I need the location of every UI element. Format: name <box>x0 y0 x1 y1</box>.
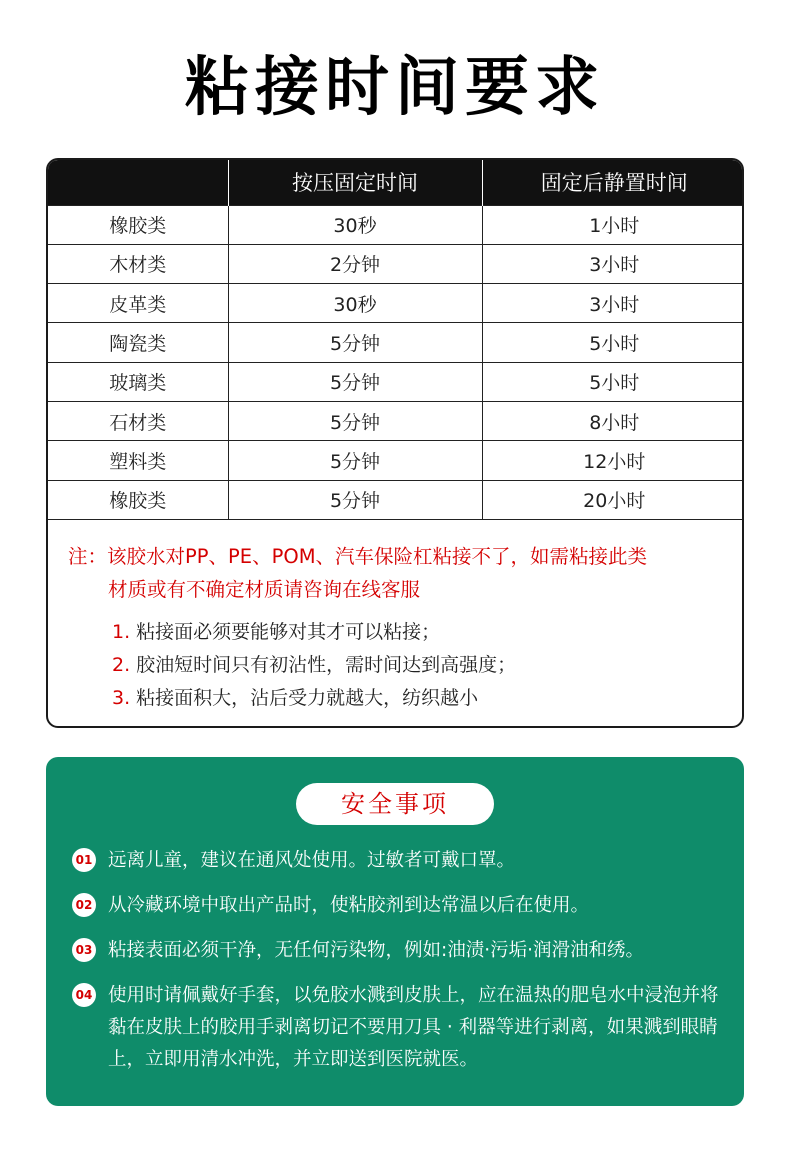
table-row <box>48 480 744 519</box>
cell-rest-time: 20小时 <box>482 480 744 519</box>
header-press-time: 按压固定时间 <box>228 160 482 205</box>
cell-rest-time: 1小时 <box>482 205 744 244</box>
list-item-text: 粘接面必须要能够对其才可以粘接； <box>136 620 441 643</box>
page-title: 粘接时间要求 <box>185 51 605 125</box>
safety-list <box>72 845 732 1089</box>
list-item-text: 粘接表面必须干净，无任何污染物，例如:油渍·污垢·润滑油和绣。 <box>108 940 644 961</box>
cell-material: 橡胶类 <box>48 205 228 244</box>
list-item-text: 远离儿童，建议在通风处使用。过敏者可戴口罩。 <box>108 850 516 871</box>
warning-note-line2: 材质或有不确定材质请咨询在线客服 <box>108 577 421 601</box>
table-row <box>48 441 744 480</box>
cell-material: 石材类 <box>48 401 228 440</box>
list-item-text: 粘接面积大，沾后受力就越大，纺织越小 <box>136 686 479 709</box>
bonding-time-table <box>48 160 744 520</box>
cell-press-time: 30秒 <box>228 284 482 323</box>
cell-rest-time: 5小时 <box>482 323 744 362</box>
list-item <box>72 845 732 877</box>
notes-section <box>48 520 742 715</box>
safety-section <box>46 757 744 1106</box>
cell-rest-time: 8小时 <box>482 401 744 440</box>
cell-material: 陶瓷类 <box>48 323 228 362</box>
list-item-number: 2. <box>112 653 131 676</box>
bonding-time-panel <box>46 158 744 728</box>
number-badge: 01 <box>72 848 96 872</box>
cell-material: 玻璃类 <box>48 362 228 401</box>
number-badge: 03 <box>72 938 96 962</box>
cell-rest-time: 12小时 <box>482 441 744 480</box>
header-rest-time: 固定后静置时间 <box>482 160 744 205</box>
list-item <box>72 980 732 1076</box>
table-header-row <box>48 160 744 205</box>
warning-note-line1: 注：该胶水对PP、PE、POM、汽车保险杠粘接不了，如需粘接此类 <box>68 544 648 568</box>
cell-press-time: 5分钟 <box>228 480 482 519</box>
cell-material: 橡胶类 <box>48 480 228 519</box>
cell-press-time: 2分钟 <box>228 244 482 283</box>
cell-press-time: 5分钟 <box>228 323 482 362</box>
cell-press-time: 5分钟 <box>228 362 482 401</box>
list-item-text: 从冷藏环境中取出产品时，使粘胶剂到达常温以后在使用。 <box>108 895 590 916</box>
cell-press-time: 30秒 <box>228 205 482 244</box>
list-item <box>112 682 742 715</box>
cell-material: 塑料类 <box>48 441 228 480</box>
header-material <box>48 160 228 205</box>
cell-rest-time: 3小时 <box>482 244 744 283</box>
list-item <box>112 616 742 649</box>
cell-material: 皮革类 <box>48 284 228 323</box>
table-row <box>48 284 744 323</box>
note-list <box>68 616 742 715</box>
table-row <box>48 362 744 401</box>
list-item <box>72 935 732 967</box>
list-item-number: 1. <box>112 620 131 643</box>
cell-rest-time: 3小时 <box>482 284 744 323</box>
number-badge: 04 <box>72 983 96 1007</box>
table-row <box>48 244 744 283</box>
table-row <box>48 401 744 440</box>
cell-rest-time: 5小时 <box>482 362 744 401</box>
cell-press-time: 5分钟 <box>228 401 482 440</box>
list-item-number: 3. <box>112 686 131 709</box>
number-badge: 02 <box>72 893 96 917</box>
safety-title: 安全事项 <box>296 783 494 825</box>
list-item-text: 使用时请佩戴好手套，以免胶水溅到皮肤上，应在温热的肥皂水中浸泡并将黏在皮肤上的胶用手剥离切记不要用刀具 · 利器等进行剥离，如果溅到眼睛上，立即用清水冲洗，并立即送到医院就医。 <box>108 985 719 1070</box>
table-row <box>48 323 744 362</box>
cell-press-time: 5分钟 <box>228 441 482 480</box>
warning-note <box>68 540 742 606</box>
list-item <box>72 890 732 922</box>
cell-material: 木材类 <box>48 244 228 283</box>
table-row <box>48 205 744 244</box>
list-item-text: 胶油短时间只有初沾性，需时间达到高强度； <box>136 653 517 676</box>
list-item <box>112 649 742 682</box>
